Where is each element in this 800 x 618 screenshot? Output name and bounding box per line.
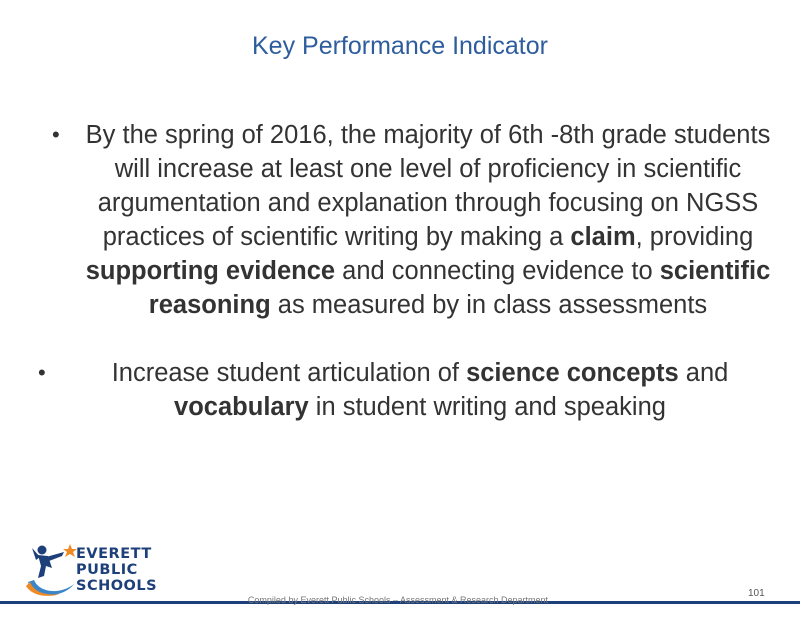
logo-line-schools: SCHOOLS [76,578,158,594]
everett-public-schools-logo [24,542,164,600]
bold-term-supporting-evidence: supporting evidence [85,257,336,285]
bullet-text-part: By the spring of 2016, the majority of 6th -8th grade students will increase at least one level of proficiency in scientific argumentation and explanation through focusing on NGSS practices of scientific writing by making a [85,121,771,251]
bullet-text [30,118,790,322]
bullet-text-part: and connecting evidence to [335,257,660,285]
bold-term-claim: claim [570,223,636,251]
bullet-text-part: as measured by in class assessments [270,291,708,319]
bullet-text-part: in student writing and speaking [308,393,666,421]
bold-term-science-concepts: science concepts [466,359,679,387]
page-number: 101 [748,588,765,599]
bold-term-scientific-reasoning: scientific reasoning [148,257,771,319]
footer-credit: Compiled by Everett Public Schools – Assessment & Research Department [247,595,549,605]
bullet-text-part: and [678,359,729,387]
bullet-text-part: , providing [635,223,754,251]
bullet-item-1 [30,118,790,322]
bullet-text [30,356,790,424]
bold-term-vocabulary: vocabulary [174,393,309,421]
bullet-text-part: Increase student articulation of [111,359,467,387]
bullet-marker: • [38,360,46,385]
bullet-list [30,118,790,424]
bullet-marker: • [52,122,60,147]
logo-figure-icon [24,542,80,600]
bullet-item-2 [30,356,790,424]
slide-title: Key Performance Indicator [252,32,548,60]
logo-line-everett: EVERETT [76,546,152,562]
logo-line-public: PUBLIC [76,562,138,578]
logo-wordmark [76,546,157,594]
